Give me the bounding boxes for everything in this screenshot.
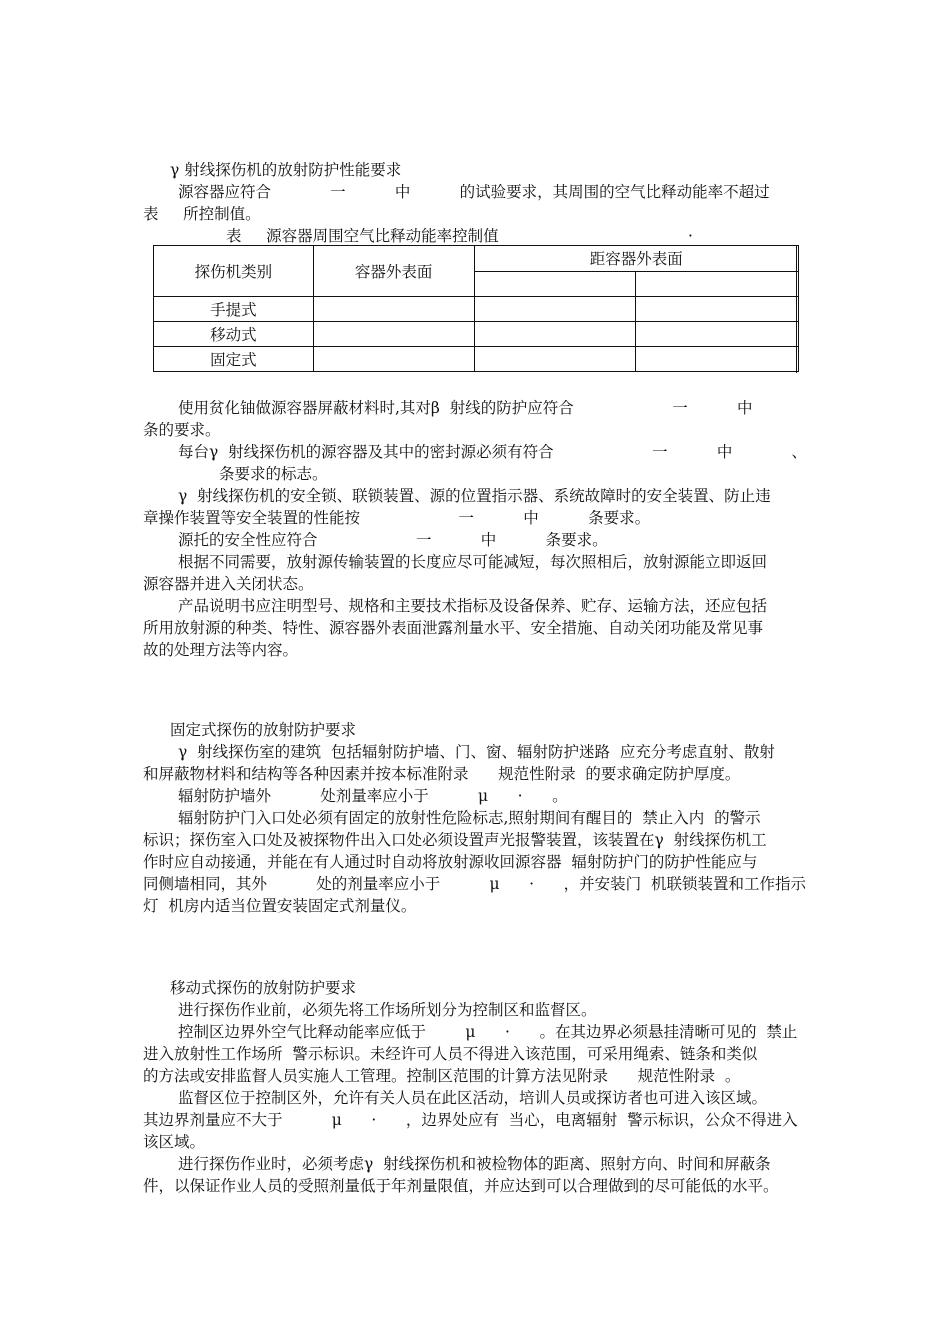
table-cell xyxy=(636,347,799,372)
section-1-title: γ 射线探伤机的放射防护性能要求 xyxy=(170,161,402,179)
paragraph-line: 控制区边界外空气比释动能率应低于 μ · 。在其边界必须悬挂清晰可见的 禁止 xyxy=(178,1023,798,1041)
paragraph-line: 灯 机房内适当位置安装固定式剂量仪。 xyxy=(143,897,417,915)
table-cell xyxy=(313,322,474,347)
paragraph-line: 进入放射性工作场所 警示标识。未经许可人员不得进入该范围，可采用绳索、链条和类似 xyxy=(143,1045,758,1063)
paragraph-line: 产品说明书应注明型号、规格和主要技术指标及设备保养、贮存、运输方法，还应包括 xyxy=(178,597,768,615)
table-cell xyxy=(636,322,799,347)
paragraph-line: γ 射线探伤室的建筑 包括辐射防护墙、门、窗、辐射防护迷路 应充分考虑直射、散射 xyxy=(178,743,775,761)
header-machine-type: 探伤机类别 xyxy=(154,246,314,297)
paragraph-line: 其边界剂量应不大于 μ · ，边界处应有 当心，电离辐射 警示标识，公众不得进入 xyxy=(143,1111,798,1129)
paragraph-line: 章操作装置等安全装置的性能按 一 中 条要求。 xyxy=(143,509,651,527)
paragraph-line: 使用贫化铀做源容器屏蔽材料时,其对β 射线的防护应符合 一 中 xyxy=(178,399,753,417)
table-caption-dot: · xyxy=(688,227,693,245)
table-caption: 表 源容器周围空气比释动能率控制值 xyxy=(226,227,499,245)
paragraph-line: 监督区位于控制区外，允许有关人员在此区活动，培训人员或探访者也可进入该区域。 xyxy=(178,1089,768,1107)
paragraph-line: 辐射防护门入口处必须有固定的放射性危险标志,照射期间有醒目的 禁止入内 的警示 xyxy=(178,809,761,827)
paragraph-line: 作时应自动接通，并能在有人通过时自动将放射源收回源容器 辐射防护门的防护性能应与 xyxy=(143,853,758,871)
table-double-rule xyxy=(796,245,797,373)
paragraph-line: 进行探伤作业前，必须先将工作场所划分为控制区和监督区。 xyxy=(178,1001,597,1019)
row-label: 手提式 xyxy=(154,297,314,322)
paragraph-line: 表 所控制值。 xyxy=(143,205,261,223)
paragraph-line: 件，以保证作业人员的受照剂量低于年剂量限值，并应达到可以合理做到的尽可能低的水平。 xyxy=(143,1177,779,1195)
header-distance-col-2 xyxy=(636,271,799,297)
table-row xyxy=(154,347,799,372)
section-2-title: 固定式探伤的放射防护要求 xyxy=(170,721,357,739)
table-cell xyxy=(474,297,636,322)
row-label: 固定式 xyxy=(154,347,314,372)
paragraph-line: γ 射线探伤机的安全锁、联锁装置、源的位置指示器、系统故障时的安全装置、防止违 xyxy=(178,487,771,505)
header-container-surface: 容器外表面 xyxy=(313,246,474,297)
paragraph-line: 每台γ 射线探伤机的源容器及其中的密封源必须有符合 一 中 、 xyxy=(178,443,808,461)
paragraph-line: 源托的安全性应符合 一 中 条要求。 xyxy=(178,531,608,549)
header-distance-from-container: 距容器外表面 xyxy=(474,246,799,272)
paragraph-line: 的方法或安排监督人员实施人工管理。控制区范围的计算方法见附录 规范性附录 。 xyxy=(143,1067,741,1085)
paragraph-line: 标识；探伤室入口处及被探物件出入口处必须设置声光报警装置，该装置在γ 射线探伤机工 xyxy=(143,831,767,849)
paragraph-line: 进行探伤作业时，必须考虑γ 射线探伤机和被检物体的距离、照射方向、时间和屏蔽条 xyxy=(178,1155,771,1173)
paragraph-line: 根据不同需要，放射源传输装置的长度应尽可能减短，每次照相后，放射源能立即返回 xyxy=(178,553,768,571)
table-cell xyxy=(636,297,799,322)
paragraph-line: 故的处理方法等内容。 xyxy=(143,641,299,659)
header-distance-col-1 xyxy=(474,271,636,297)
table-cell xyxy=(313,347,474,372)
table-row xyxy=(154,322,799,347)
paragraph-line: 源容器并进入关闭状态。 xyxy=(143,575,314,593)
table-cell xyxy=(313,297,474,322)
paragraph-line: 辐射防护墙外 处剂量率应小于 μ · 。 xyxy=(178,787,568,805)
paragraph-line: 所用放射源的种类、特性、源容器外表面泄露剂量水平、安全措施、自动关闭功能及常见事 xyxy=(143,619,764,637)
paragraph-line: 条要求的标志。 xyxy=(219,465,328,483)
table-cell xyxy=(474,322,636,347)
section-3-title: 移动式探伤的放射防护要求 xyxy=(170,979,357,997)
control-value-table xyxy=(153,245,799,372)
table-cell xyxy=(474,347,636,372)
paragraph-line: 和屏蔽物材料和结构等各种因素并按本标准附录 规范性附录 的要求确定防护厚度。 xyxy=(143,765,741,783)
row-label: 移动式 xyxy=(154,322,314,347)
paragraph-line: 同侧墙相同，其外 处的剂量率应小于 μ · ，并安装门 机联锁装置和工作指示 xyxy=(143,875,807,893)
paragraph-line: 源容器应符合 一 中 的试验要求，其周围的空气比释动能率不超过 xyxy=(178,183,770,201)
paragraph-line: 条的要求。 xyxy=(143,421,221,439)
paragraph-line: 该区域。 xyxy=(143,1133,206,1151)
table-row xyxy=(154,297,799,322)
